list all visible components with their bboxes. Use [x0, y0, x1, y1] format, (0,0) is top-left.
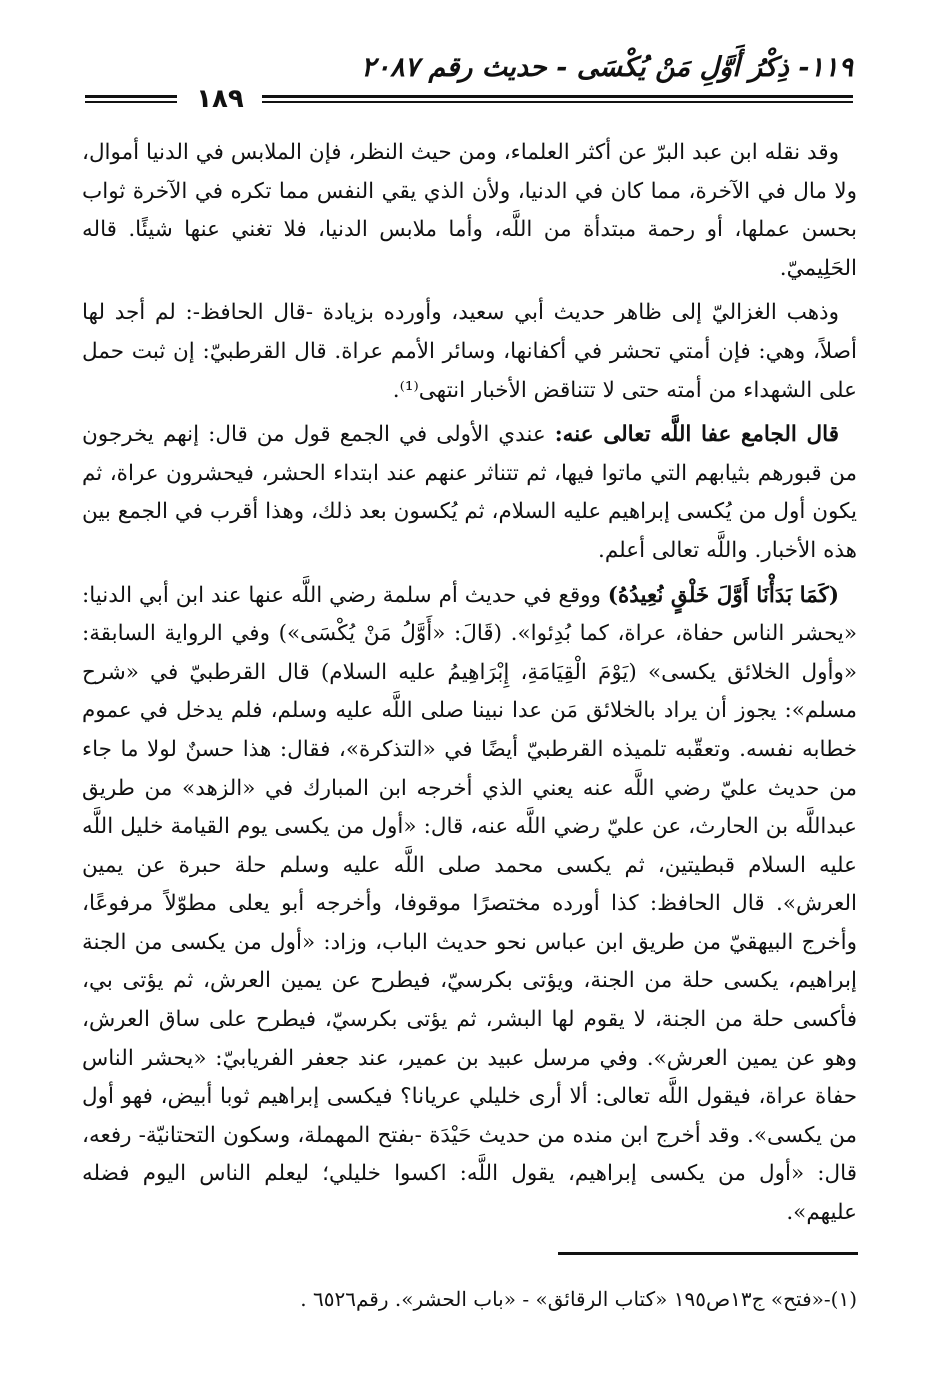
paragraph-text: ووقع في حديث أم سلمة رضي اللَّه عنها عند ابن أبي الدنيا: «يحشر الناس حفاة، عراة، كما بُدِئوا». (قَالَ: «أَوَّلُ مَنْ يُكْسَى») وفي الرواية السابقة: «وأول الخلائق يكسى» (يَوْمَ الْقِيَامَةِ، إِبْرَاهِيمُ عليه السلام) قال القرطبيّ في «شرح مسلم»: يجوز أن يراد بالخلائق مَن عدا نبينا صلى اللَّه عليه وسلم، فلم يدخل في عموم خطابه نفسه. وتعقّبه تلميذه القرطبيّ أيضًا في «التذكرة»، فقال: هذا حسنٌ لولا ما جاء من حديث عليّ رضي اللَّه عنه يعني الذي أخرجه ابن المبارك في «الزهد» من طريق عبداللَّه بن الحارث، عن عليّ رضي اللَّه عنه، قال: «أول من يكسى يوم القيامة خليل اللَّه عليه السلام قبطيتين، ثم يكسى محمد صلى اللَّه عليه وسلم حلة حبرة عن يمين العرش». قال الحافظ: كذا أورده مختصرًا موقوفا، وأخرجه أبو يعلى مطوّلاً مرفوعًا، وأخرج البيهقيّ من طريق ابن عباس نحو حديث الباب، وزاد: «أول من يكسى من الجنة إبراهيم، يكسى حلة من الجنة، ويؤتى بكرسيّ، فيطرح عن يمين العرش، ثم يؤتى بي، فأكسى حلة من الجنة، لا يقوم لها البشر، ثم يؤتى بكرسيّ، فيطرح على ساق العرش، وهو عن يمين العرش». وفي مرسل عبيد بن عمير، عند جعفر الفريابيّ: «يحشر الناس حفاة عراة، فيقول اللَّه تعالى: ألا أرى خليلي عريانا؟ فيكسى إبراهيم ثوبا أبيض، فهو أول من يكسى». وقد أخرج ابن منده من حديث حَيْدَة -بفتح المهملة، وسكون التحتانيّة- رفعه، قال: «أول من يكسى إبراهيم، يقول اللَّه: اكسوا خليلي؛ ليعلم الناس اليوم فضله عليهم». — [82, 582, 857, 1226]
footnote: (١)-«فتح» ج١٣ص١٩٥ «كتاب الرقائق» - «باب الحشر». رقم٦٥٢٦ . — [300, 1287, 857, 1311]
running-title: ١١٩- ذِكْرُ أَوَّلِ مَنْ يُكْسَى - حديث رقم ٢٠٨٧ — [361, 52, 853, 83]
main-text — [82, 134, 857, 1233]
paragraph — [82, 577, 857, 1233]
quran-quote: (كَمَا بَدَأْنَا أَوَّلَ خَلْقٍ نُعِيدُهُ) — [607, 582, 839, 608]
page-number: ١٨٩ — [196, 84, 244, 114]
paragraph-lead: قال الجامع عفا اللَّه تعالى عنه: — [554, 422, 839, 448]
paragraph — [82, 416, 857, 570]
header-rule-left — [85, 95, 177, 109]
header-rule-right — [695, 95, 853, 109]
footnote-divider — [558, 1252, 858, 1255]
paragraph-text: وقد نقله ابن عبد البرّ عن أكثر العلماء، ومن حيث النظر، فإن الملابس في الدنيا أموال، ولا مال في الآخرة، مما كان في الدنيا، ولأن الذي يقي النفس مما تكره في الآخرة ثواب بحسن عملها، أو رحمة مبتدأة من اللَّه، وأما ملابس الدنيا، فلا تغني عنها شيئًا. قاله الحَلِيميّ. — [82, 140, 857, 281]
paragraph-text: وذهب الغزاليّ إلى ظاهر حديث أبي سعيد، وأورده بزيادة -قال الحافظ-: لم أجد لها أصلاً، وهي: فإن أمتي تحشر في أكفانها، وسائر الأمم عراة. قال القرطبيّ: إن ثبت حمل على الشهداء من أمته حتى لا تتناقض الأخبار انتهى⁽¹⁾. — [82, 300, 857, 403]
paragraph — [82, 294, 857, 410]
paragraph — [82, 134, 857, 288]
header-rule-middle — [262, 95, 695, 109]
paragraph-text: عندي الأولى في الجمع قول من قال: إنهم يخرجون من قبورهم بثيابهم التي ماتوا فيها، ثم تتناثر عنهم عند ابتداء الحشر، فيحشرون عراة، ثم يكون أول من يُكسى إبراهيم عليه السلام، ثم يُكسون بعد ذلك، وهذا أقرب في الجمع بين هذه الأخبار. واللَّه تعالى أعلم. — [82, 422, 857, 563]
